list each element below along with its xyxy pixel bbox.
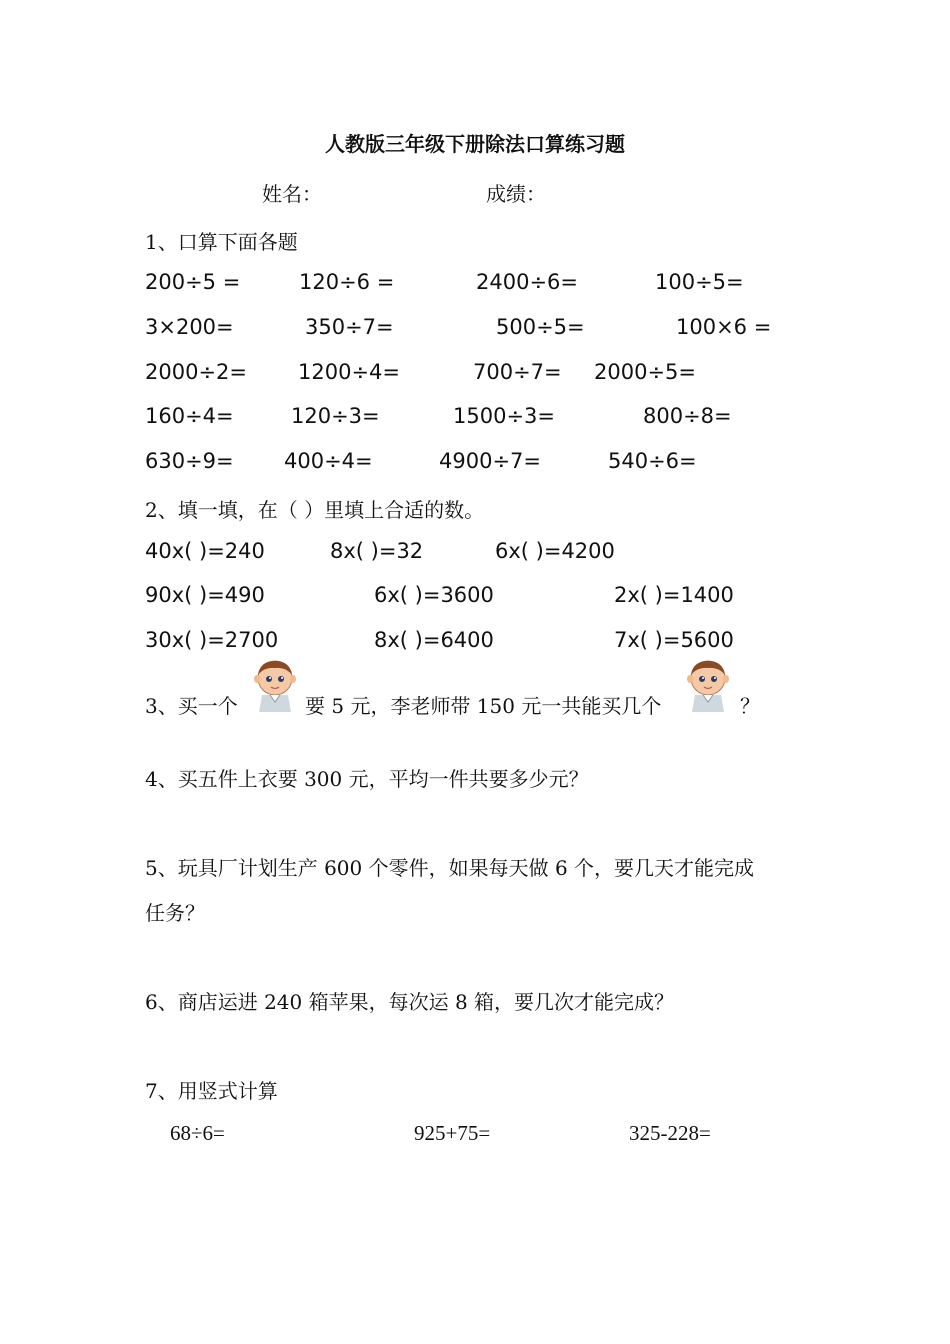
q1-item: 500÷5= [496,315,585,339]
q5-text-line1: 5、玩具厂计划生产 600 个零件，如果每天做 6 个，要几天才能完成 [145,856,755,880]
q1-item: 1200÷4= [298,360,400,384]
q1-item: 1500÷3= [453,404,555,428]
q1-item: 100×6 = [676,315,772,339]
q7-item: 325-228= [629,1121,711,1145]
q2-item: 6x( )=4200 [495,539,615,563]
boy-icon [250,658,300,712]
q3-text-middle: 要 5 元，李老师带 150 元一共能买几个 [305,694,662,718]
q2-item: 8x( )=32 [330,539,424,563]
name-label: 姓名： [262,182,322,206]
q1-item: 540÷6= [608,449,697,473]
q2-item: 6x( )=3600 [374,583,494,607]
q2-item: 40x( )=240 [145,539,265,563]
score-label: 成绩： [486,182,546,206]
q1-item: 100÷5= [655,270,744,294]
page-title: 人教版三年级下册除法口算练习题 [325,132,625,156]
q1-heading: 1、口算下面各题 [145,230,298,254]
q2-item: 8x( )=6400 [374,628,494,652]
q6-text: 6、商店运进 240 箱苹果，每次运 8 箱，要几次才能完成？ [145,990,675,1014]
q1-item: 120÷3= [291,404,380,428]
q1-item: 120÷6 = [299,270,395,294]
q5-text-line2: 任务？ [145,901,205,925]
q1-item: 2400÷6= [476,270,578,294]
q2-item: 7x( )=5600 [614,628,734,652]
q1-item: 700÷7= [473,360,562,384]
q1-item: 400÷4= [284,449,373,473]
q3-text-end: ？ [740,694,760,718]
q2-item: 2x( )=1400 [614,583,734,607]
q4-text: 4、买五件上衣要 300 元，平均一件共要多少元？ [145,767,589,791]
q1-item: 800÷8= [643,404,732,428]
q1-item: 3×200= [145,315,234,339]
q7-item: 925+75= [414,1121,491,1145]
q1-item: 2000÷2= [145,360,247,384]
q1-item: 630÷9= [145,449,234,473]
q2-item: 30x( )=2700 [145,628,279,652]
q1-item: 4900÷7= [439,449,541,473]
q1-item: 2000÷5= [594,360,696,384]
boy-icon [683,658,733,712]
q1-item: 200÷5 = [145,270,241,294]
q2-item: 90x( )=490 [145,583,265,607]
q2-heading: 2、填一填，在（ ）里填上合适的数。 [145,498,485,522]
q7-heading: 7、用竖式计算 [145,1079,278,1103]
q7-item: 68÷6= [170,1121,225,1145]
q1-item: 350÷7= [305,315,394,339]
q1-item: 160÷4= [145,404,234,428]
q3-text-start: 3、买一个 [145,694,238,718]
